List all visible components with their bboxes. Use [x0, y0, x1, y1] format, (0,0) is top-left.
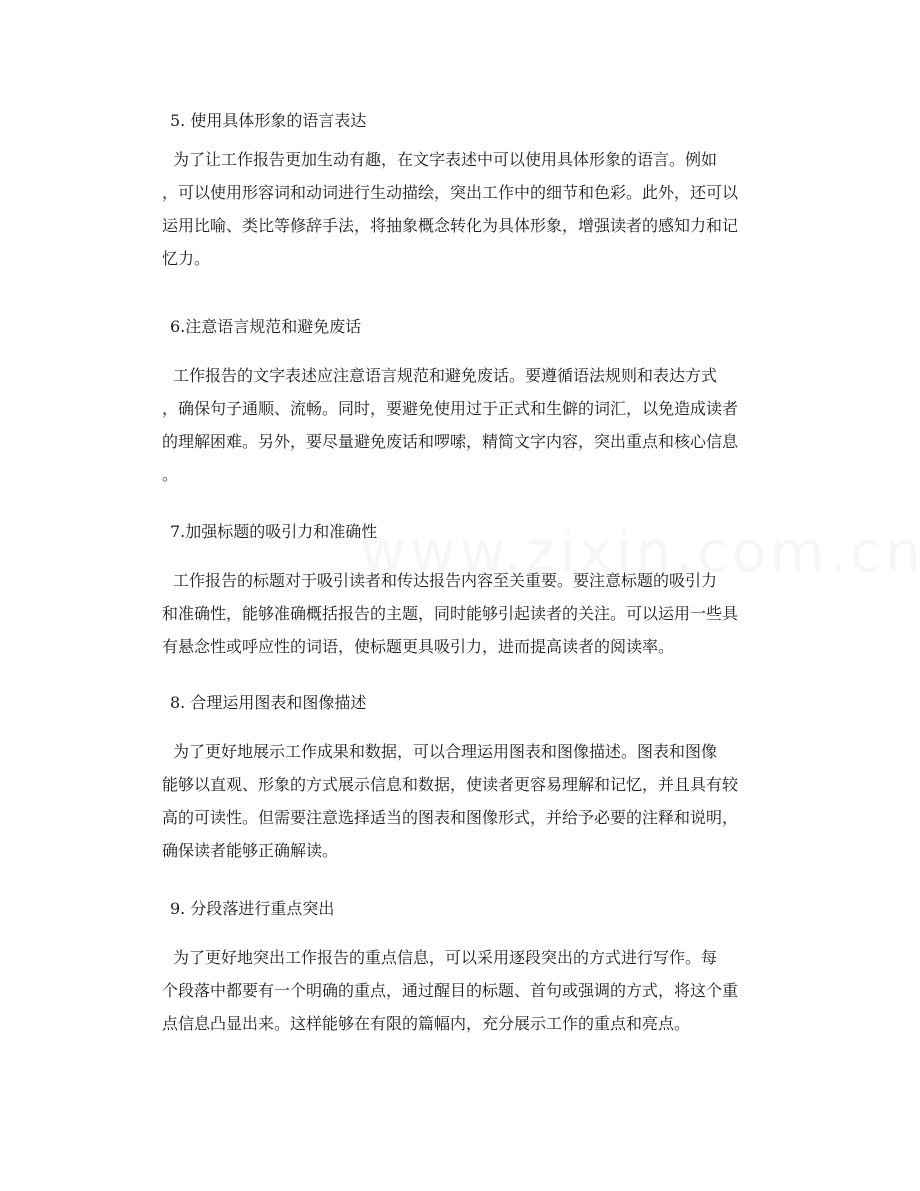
paragraph-line: 有悬念性或呼应性的词语，使标题更具吸引力，进而提高读者的阅读率。 — [162, 637, 675, 656]
section-heading-9: 9. 分段落进行重点突出 — [170, 899, 335, 918]
section-paragraph-5 — [162, 143, 762, 275]
section-paragraph-8 — [162, 735, 762, 867]
paragraph-line: 。 — [162, 465, 179, 484]
paragraph-line: ，可以使用形容词和动词进行生动描绘，突出工作中的细节和色彩。此外，还可以 — [162, 183, 739, 202]
section-heading-7: 7.加强标题的吸引力和准确性 — [170, 522, 378, 541]
paragraph-line: 个段落中都要有一个明确的重点，通过醒目的标题、首句或强调的方式，将这个重 — [162, 981, 739, 1000]
section-paragraph-9 — [162, 941, 762, 1040]
section-paragraph-7 — [162, 564, 762, 663]
section-heading-5: 5. 使用具体形象的语言表达 — [170, 111, 367, 130]
paragraph-line: 工作报告的标题对于吸引读者和传达报告内容至关重要。要注意标题的吸引力 — [173, 571, 718, 590]
paragraph-line: 和准确性，能够准确概括报告的主题，同时能够引起读者的关注。可以运用一些具 — [162, 604, 739, 623]
paragraph-line: 点信息凸显出来。这样能够在有限的篇幅内，充分展示工作的重点和亮点。 — [162, 1014, 691, 1033]
paragraph-line: 工作报告的文字表述应注意语言规范和避免废话。要遵循语法规则和表达方式 — [173, 366, 718, 385]
paragraph-line: ，确保句子通顺、流畅。同时，要避免使用过于正式和生僻的词汇，以免造成读者 — [162, 399, 739, 418]
section-heading-6: 6.注意语言规范和避免废话 — [170, 317, 362, 336]
paragraph-line: 为了更好地展示工作成果和数据，可以合理运用图表和图像描述。图表和图像 — [173, 742, 718, 761]
paragraph-line: 运用比喻、类比等修辞手法，将抽象概念转化为具体形象，增强读者的感知力和记 — [162, 216, 739, 235]
paragraph-line: 的理解困难。另外，要尽量避免废话和啰嗦，精简文字内容，突出重点和核心信息 — [162, 432, 739, 451]
section-heading-8: 8. 合理运用图表和图像描述 — [170, 693, 367, 712]
paragraph-line: 确保读者能够正确解读。 — [162, 841, 339, 860]
paragraph-line: 高的可读性。但需要注意选择适当的图表和图像形式，并给予必要的注释和说明， — [162, 808, 739, 827]
paragraph-line: 为了更好地突出工作报告的重点信息，可以采用逐段突出的方式进行写作。每 — [173, 948, 718, 967]
section-paragraph-6 — [162, 359, 762, 491]
paragraph-line: 为了让工作报告更加生动有趣，在文字表述中可以使用具体形象的语言。例如 — [173, 150, 718, 169]
paragraph-line: 忆力。 — [162, 249, 211, 268]
paragraph-line: 能够以直观、形象的方式展示信息和数据，使读者更容易理解和记忆，并且具有较 — [162, 775, 739, 794]
